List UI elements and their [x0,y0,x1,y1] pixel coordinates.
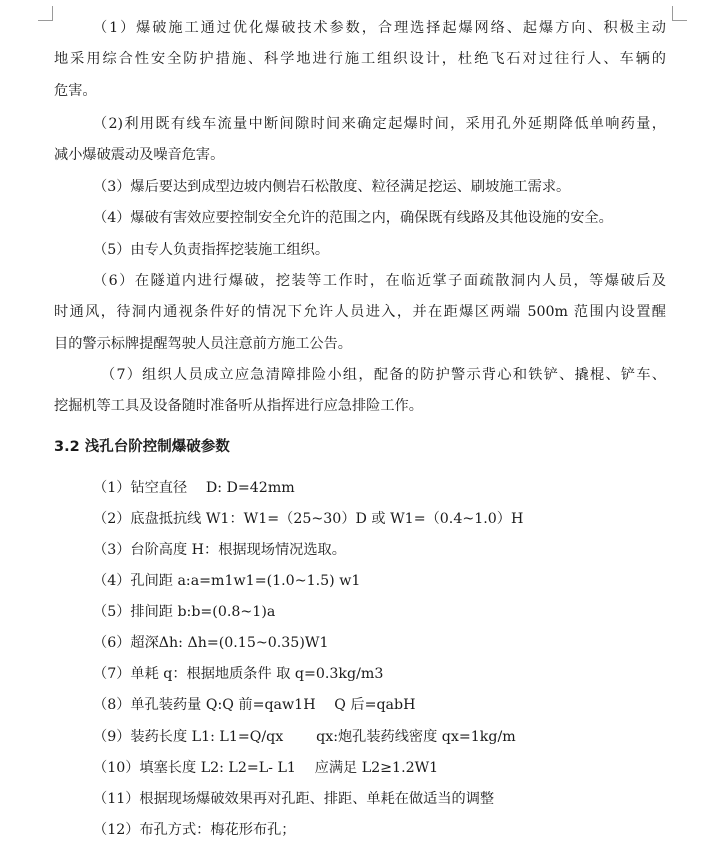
paragraph-1-line-3: 危害。 [54,83,97,99]
parameter-item: （4）孔间距 a:a=m1w1=(1.0~1.5) w1 [93,573,361,589]
parameter-item: （5）排间距 b:b=(0.8~1)a [93,604,276,620]
parameter-item: （3）台阶高度 H：根据现场情况选取。 [93,542,346,558]
paragraph-1-line-1: （1）爆破施工通过优化爆破技术参数，合理选择起爆网络、起爆方向、积极主动 [93,20,666,36]
parameter-item: （10）填塞长度 L2: L2=L- L1 应满足 L2≥1.2W1 [93,760,439,776]
margin-crop-mark-left [38,6,53,21]
parameter-item: （8）单孔装药量 Q:Q 前=qaw1H Q 后=qabH [93,697,416,713]
paragraph-2-line-1: （2)利用既有线车流量中断间隙时间来确定起爆时间，采用孔外延期降低单响药量， [93,116,666,132]
parameter-item: （1）钻空直径 D: D=42mm [93,480,295,496]
paragraph-6-line-2: 时通风，待洞内通视条件好的情况下允许人员进入，并在距爆区两端 500m 范围内设置醒 [54,304,666,320]
paragraph-5-line-1: （5）由专人负责指挥挖装施工组织。 [93,242,330,258]
parameter-item: （7）单耗 q：根据地质条件 取 q=0.3kg/m3 [93,666,384,682]
margin-crop-mark-right [672,6,687,21]
paragraph-7-line-1: （7）组织人员成立应急清障排险小组，配备的防护警示背心和铁铲、撬棍、铲车、 [101,367,666,383]
section-heading: 3.2 浅孔台阶控制爆破参数 [54,439,230,455]
paragraph-4-line-1: （4）爆破有害效应要控制安全允许的范围之内，确保既有线路及其他设施的安全。 [93,210,613,226]
parameter-item: （6）超深Δh: Δh=(0.15~0.35)W1 [93,635,329,651]
parameter-item: （9）装药长度 L1: L1=Q/qx qx:炮孔装药线密度 qx=1kg/m [93,729,516,745]
paragraph-2-line-2: 减小爆破震动及噪音危害。 [54,147,225,163]
paragraph-3-line-1: （3）爆后要达到成型边坡内侧岩石松散度、粒径满足挖运、刷坡施工需求。 [93,179,571,195]
paragraph-7-line-2: 挖掘机等工具及设备随时准备听从指挥进行应急排险工作。 [54,398,423,414]
parameter-item: （2）底盘抵抗线 W1：W1=（25~30）D 或 W1=（0.4~1.0）H [93,511,524,527]
paragraph-6-line-1: （6）在隧道内进行爆破，挖装等工作时，在临近掌子面疏散洞内人员，等爆破后及 [93,273,666,289]
parameter-item: （12）布孔方式：梅花形布孔； [93,822,296,838]
paragraph-1-line-2: 地采用综合性安全防护措施、科学地进行施工组织设计，杜绝飞石对过往行人、车辆的 [54,51,666,67]
parameter-item: （11）根据现场爆破效果再对孔距、排距、单耗在做适当的调整 [93,791,495,807]
paragraph-6-line-3: 目的警示标牌提醒驾驶人员注意前方施工公告。 [54,336,352,352]
